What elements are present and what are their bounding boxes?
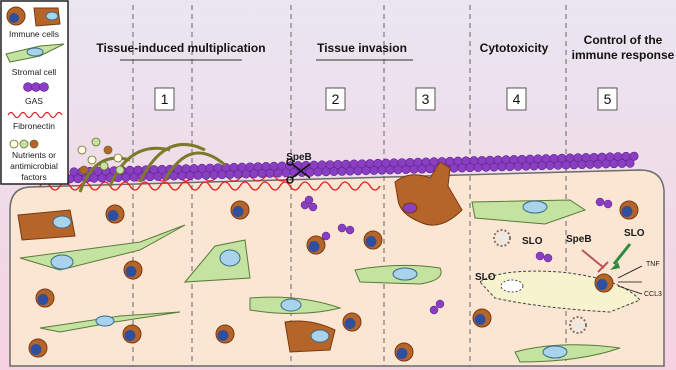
immune-cell	[343, 313, 361, 331]
immune-cell	[216, 325, 234, 343]
immune-cell	[307, 236, 325, 254]
legend-nutrient-icons	[10, 140, 38, 148]
legend-stromal-label: Stromal cell	[11, 67, 57, 77]
legend-nutrients-label-2: antimicrobial	[10, 161, 58, 171]
immune-cell	[36, 289, 54, 307]
immune-cell	[595, 274, 613, 292]
immune-cell	[231, 201, 249, 219]
immune-cell	[364, 231, 382, 249]
legend-nutrients-label-3: factors	[21, 172, 47, 182]
tnf-label: TNF	[646, 261, 660, 268]
lysed-nucleus-outline	[501, 280, 523, 292]
stage-1-number: 1	[160, 91, 169, 107]
stage-3-number: 3	[421, 91, 430, 107]
stage-5-title-line2: immune response	[571, 48, 675, 62]
immune-cell	[123, 325, 141, 343]
immune-cell	[124, 261, 142, 279]
immune-cell	[106, 205, 124, 223]
stage-4-title: Cytotoxicity	[479, 41, 549, 55]
speb-label-right: SpeB	[566, 234, 592, 245]
legend-nutrients-label-1: Nutrients or	[12, 150, 56, 160]
immune-cell	[620, 201, 638, 219]
slo-pore-center	[574, 321, 582, 329]
stage-1-title: Tissue-induced multiplication	[96, 41, 266, 55]
stage-4-number: 4	[512, 91, 521, 107]
legend-gas-icon	[24, 83, 49, 92]
stage-2-number: 2	[331, 91, 340, 107]
immune-cell	[395, 343, 413, 361]
legend-immune-label: Immune cells	[8, 29, 60, 39]
stage-5-title-line1: Control of the	[583, 33, 663, 47]
immune-cell	[473, 309, 491, 327]
stage-2-title: Tissue invasion	[317, 41, 407, 55]
legend-gas-label: GAS	[25, 96, 43, 106]
stage-5-number: 5	[603, 91, 612, 107]
slo-pore-center	[498, 234, 506, 242]
speb-label-top: SpeB	[286, 152, 312, 163]
ccl3-label: CCL3	[644, 291, 662, 298]
legend-fibronectin-label: Fibronectin	[12, 121, 56, 131]
immune-cell	[29, 339, 47, 357]
slo-label-center: SLO	[522, 236, 543, 247]
slo-label-lower: SLO	[475, 272, 496, 283]
slo-label-right: SLO	[624, 228, 645, 239]
